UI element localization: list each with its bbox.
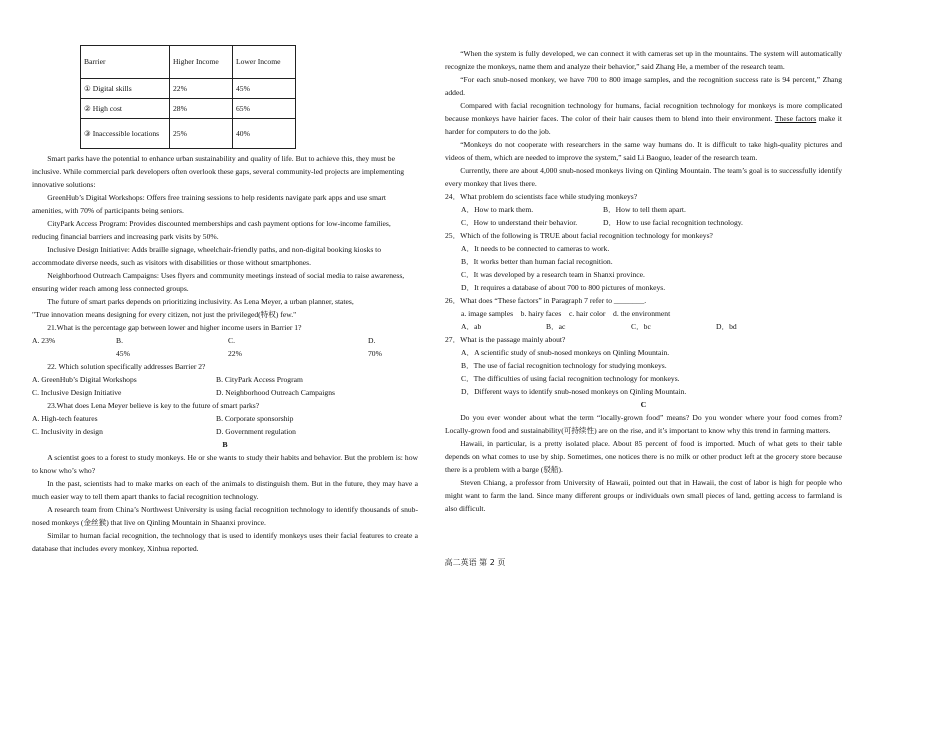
option[interactable]: A. High-tech features — [32, 414, 98, 423]
option[interactable]: A．It needs to be connected to cameras to work. — [461, 244, 610, 253]
option[interactable]: A．A scientific study of snub-nosed monkeys on Qinling Mountain. — [461, 348, 670, 357]
paragraph: The future of smart parks depends on prioritizing inclusivity. As Lena Meyer, a urban planner, states, — [47, 297, 354, 306]
question-options: A. 23% B. 45% C. 22% D. 70% — [32, 336, 382, 358]
paragraph: Hawaii, in particular, is a pretty isolated place. About 85 percent of food is imported. Much of what gets to their table depends on what comes to use by ship. Sometimes, one notices there is no milk or other product left at the grocery store because there is a problem with a barge (驳船). — [445, 439, 842, 474]
text-run: Compared with facial recognition technology for humans, facial recognition technology for monkeys is more complicated because monkeys have hairier faces. The color of their hair causes them to blend into their environment. — [445, 101, 842, 123]
paragraph: Similar to human facial recognition, the technology that is used to identify monkeys uses their facial features to create a database that includes every monkey, Xinhua reported. — [32, 531, 418, 553]
question-stem: 21.What is the percentage gap between lower and higher income users in Barrier 1? — [47, 323, 302, 332]
table-cell: 25% — [170, 119, 233, 149]
paragraph: “For each snub-nosed monkey, we have 700 to 800 image samples, and the recognition success rate is 94 percent,” Zhang added. — [445, 75, 842, 97]
question-options — [445, 203, 842, 229]
option[interactable]: C. Inclusivity in design — [32, 427, 103, 436]
option[interactable]: D．It requires a database of about 700 to 800 pictures of monkeys. — [461, 283, 666, 292]
table-cell: 28% — [170, 99, 233, 119]
table-cell: 40% — [233, 119, 296, 149]
option[interactable]: B．It works better than human facial recognition. — [461, 257, 613, 266]
option[interactable]: B．ac — [546, 322, 566, 331]
question-stem: 27．What is the passage mainly about? — [445, 335, 566, 344]
option[interactable]: D．How to use facial recognition technology. — [603, 218, 743, 227]
paragraph: Inclusive Design Initiative: Adds braille signage, wheelchair-friendly paths, and non-digital booking kiosks to accommodate diverse needs, such as visitors with disabilities or those without smartphones. — [32, 245, 382, 267]
question-options — [32, 412, 418, 438]
table-row — [81, 99, 296, 119]
paragraph: A scientist goes to a forest to study monkeys. He or she wants to study their habits and behavior. But the problem is: how to know who’s who? — [32, 453, 418, 475]
option[interactable]: D. Government regulation — [216, 427, 296, 436]
question-stem: 23.What does Lena Meyer believe is key to the future of smart parks? — [47, 401, 260, 410]
option[interactable]: A．How to mark them. — [461, 205, 534, 214]
paragraph: In the past, scientists had to make marks on each of the animals to distinguish them. But in the future, they may have a much easier way to tell them apart thanks to facial recognition technology. — [32, 479, 418, 501]
question-items: a. image samples b. hairy faces c. hair color d. the environment — [461, 309, 671, 318]
table-cell: 22% — [170, 79, 233, 99]
option[interactable]: C．The difficulties of using facial recognition technology for monkeys. — [461, 374, 680, 383]
option[interactable]: B. 45% — [116, 336, 130, 358]
paragraph — [445, 99, 842, 138]
page-footer: 高二英语 第 2 页 — [444, 558, 506, 567]
underlined-phrase: These factors — [774, 114, 817, 123]
option[interactable]: C．It was developed by a research team in Shanxi province. — [461, 270, 645, 279]
table-header-row — [81, 46, 296, 79]
table-header-cell: Barrier — [81, 46, 170, 79]
paragraph: “When the system is fully developed, we can connect it with cameras set up in the mountains. The system will automatically recognize the monkeys, name them and analyze their behavior,” said Zhang He, a member of the research team. — [445, 49, 842, 71]
paragraph: Currently, there are about 4,000 snub-nosed monkeys living on Qinling Mountain. The team’s goal is to successfully identify every monkey that lives there. — [445, 166, 842, 188]
option[interactable]: B. Corporate sponsorship — [216, 414, 294, 423]
option[interactable]: C. Inclusive Design Initiative — [32, 388, 122, 397]
paragraph: GreenHub’s Digital Workshops: Offers free training sessions to help residents navigate park apps and use smart amenities, with 70% of participants being seniors. — [32, 193, 387, 215]
option[interactable]: B．How to tell them apart. — [603, 205, 686, 214]
table-header-cell: Higher Income — [170, 46, 233, 79]
option[interactable]: A. 23% — [32, 336, 56, 345]
paragraph: “Monkeys do not cooperate with researchers in the same way humans do. It is difficult to take high-quality pictures and videos of them, which are needed to improve the system,” said Li Baoguo, leader of the research team. — [445, 140, 842, 162]
table-row — [81, 79, 296, 99]
paragraph: Smart parks have the potential to enhance urban sustainability and quality of life. But to achieve this, they must be inclusive. While commercial park developers often overlook these gaps, several community-led projects are implementing innovative solutions: — [32, 154, 405, 189]
paragraph: CityPark Access Program: Provides discounted memberships and cash payment options for low-income families, reducing financial barriers and increasing park visits by 50%. — [32, 219, 391, 241]
left-column — [32, 152, 418, 555]
question-stem: 24．What problem do scientists face while studying monkeys? — [445, 192, 638, 201]
table-cell: ③ Inaccessible locations — [81, 119, 170, 149]
question-stem: 22. Which solution specifically addresses Barrier 2? — [47, 362, 206, 371]
text-run: make it harder for computers to do the job. — [445, 114, 842, 136]
option[interactable]: C．How to understand their behavior. — [461, 218, 578, 227]
option[interactable]: D．bd — [716, 322, 737, 331]
table-cell: 65% — [233, 99, 296, 119]
option[interactable]: B．The use of facial recognition technology for studying monkeys. — [461, 361, 667, 370]
question-options — [32, 373, 418, 399]
barrier-table — [80, 45, 296, 149]
paragraph: A research team from China’s Northwest University is using facial recognition technology to identify thousands of snub-nosed monkeys (金丝猴) that live on Qinling Mountain in Shaanxi province. — [32, 505, 418, 527]
table-row — [81, 119, 296, 149]
paragraph: Do you ever wonder about what the term “locally-grown food” means? Do you wonder where your food comes from? Locally-grown food and sustainability(可持续性) are on the rise, and it’s important to know why this trend in farming matters. — [445, 413, 842, 435]
paragraph: Steven Chiang, a professor from University of Hawaii, pointed out that in Hawaii, the cost of labor is high for people who might want to farm the land. Since many different groups or individuals own small pieces of land, getting access to farmland is also difficult. — [445, 478, 842, 513]
question-options — [445, 320, 842, 333]
option[interactable]: B. CityPark Access Program — [216, 375, 303, 384]
option[interactable]: D．Different ways to identify snub-nosed monkeys on Qinling Mountain. — [461, 387, 687, 396]
table-cell: 45% — [233, 79, 296, 99]
table-cell: ② High cost — [81, 99, 170, 119]
option[interactable]: D. Neighborhood Outreach Campaigns — [216, 388, 335, 397]
section-heading: C — [640, 400, 647, 409]
table-cell: ① Digital skills — [81, 79, 170, 99]
question-stem: 26．What does “These factors” in Paragraph 7 refer to ________. — [445, 296, 647, 305]
question-stem: 25．Which of the following is TRUE about facial recognition technology for monkeys? — [445, 231, 713, 240]
paragraph: "True innovation means designing for every citizen, not just the privileged(特权) few." — [32, 310, 297, 319]
option[interactable]: A．ab — [461, 322, 482, 331]
option[interactable]: C．bc — [631, 322, 651, 331]
paragraph: Neighborhood Outreach Campaigns: Uses flyers and community meetings instead of social media to raise awareness, ensuring wider reach among less connected groups. — [32, 271, 405, 293]
right-column — [445, 47, 842, 515]
option[interactable]: A. GreenHub’s Digital Workshops — [32, 375, 137, 384]
table-header-cell: Lower Income — [233, 46, 296, 79]
section-heading: B — [222, 440, 228, 449]
